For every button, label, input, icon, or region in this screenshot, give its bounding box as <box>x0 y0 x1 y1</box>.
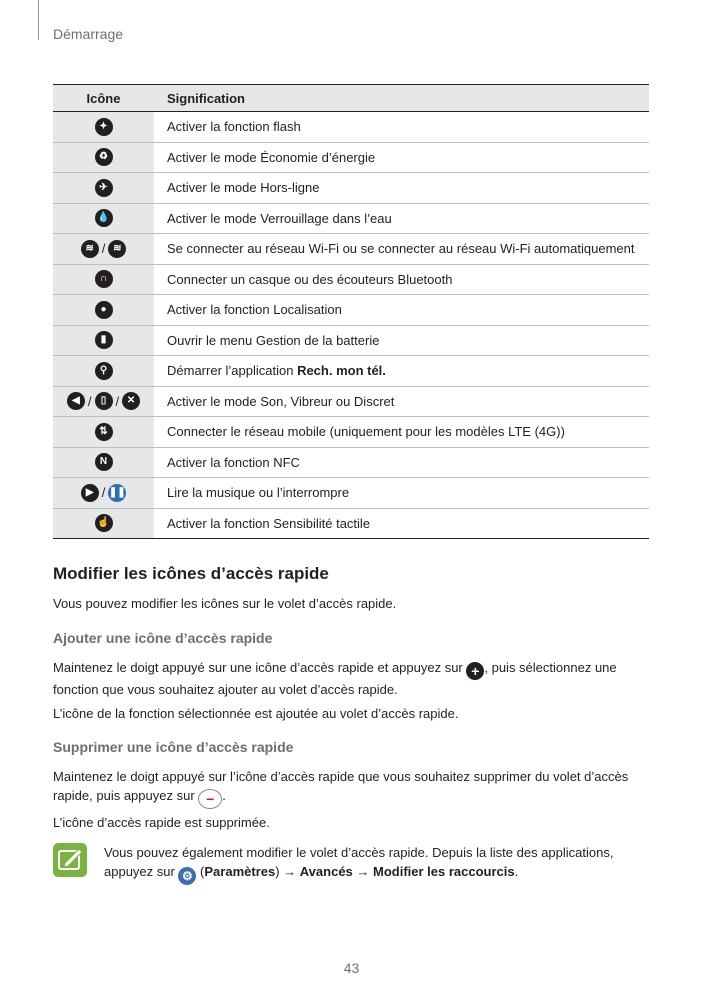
page-header: Démarrage <box>53 26 124 42</box>
touch-sensitivity-icon: ☝ <box>95 514 113 532</box>
add-subtitle: Ajouter une icône d’accès rapide <box>53 630 273 646</box>
table-row <box>53 234 649 265</box>
table-row <box>53 142 649 173</box>
row-text: Connecter un casque ou des écouteurs Bluetooth <box>154 264 649 295</box>
row-text: Activer la fonction Localisation <box>154 295 649 326</box>
row-text: Ouvrir le menu Gestion de la batterie <box>154 325 649 356</box>
pause-icon: ❚❚ <box>108 484 126 502</box>
table-row <box>53 173 649 204</box>
nfc-icon: N <box>95 453 113 471</box>
location-icon: ● <box>95 301 113 319</box>
table-row <box>53 356 649 387</box>
remove-result: L’icône d’accès rapide est supprimée. <box>53 815 270 830</box>
note-text: Vous pouvez également modifier le volet d’accès rapide. Depuis la liste des applications, appuyez sur ⚙ (Paramètres) → Avancés → Modifier les raccourcis. <box>104 845 614 883</box>
battery-icon: ▮ <box>95 331 113 349</box>
add-icon: + <box>466 662 484 680</box>
row-text: Démarrer l’application Rech. mon tél. <box>154 356 649 387</box>
table-row: ▶ / ❚❚ Lire la musique ou l’interrompre <box>53 478 649 509</box>
mute-icon: ✕ <box>122 392 140 410</box>
note-icon <box>53 843 87 877</box>
wifi-auto-icon: ≋ <box>108 240 126 258</box>
row-text: Activer le mode Verrouillage dans l’eau <box>154 203 649 234</box>
row-text: Activer le mode Économie d’énergie <box>154 142 649 173</box>
vibrate-icon: ▯ <box>95 392 113 410</box>
icon-table <box>53 84 649 539</box>
mobile-network-icon: ⇅ <box>95 423 113 441</box>
margin-line <box>38 0 39 40</box>
table-row <box>53 264 649 295</box>
row-text: Lire la musique ou l’interrompre <box>154 478 649 509</box>
table-row <box>53 203 649 234</box>
sound-icon: ◀ <box>67 392 85 410</box>
section-title: Modifier les icônes d’accès rapide <box>53 564 329 583</box>
power-saving-icon: ♻ <box>95 148 113 166</box>
row-text: Activer le mode Son, Vibreur ou Discret <box>154 386 649 417</box>
separator: / <box>101 241 106 257</box>
settings-gear-icon: ⚙ <box>178 867 196 885</box>
row-text: Activer le mode Hors-ligne <box>154 173 649 204</box>
add-result: L’icône de la fonction sélectionnée est ajoutée au volet d’accès rapide. <box>53 706 459 721</box>
row-text: Activer la fonction flash <box>154 112 649 143</box>
table-row <box>53 508 649 539</box>
row-text: Activer la fonction NFC <box>154 447 649 478</box>
find-my-phone-icon: ⚲ <box>95 362 113 380</box>
table-header-row <box>53 85 649 112</box>
column-header-icon: Icône <box>53 85 154 112</box>
table-row: ◀ / ▯ / ✕ Activer le mode Son, Vibreur ou Discret <box>53 386 649 417</box>
table-row <box>53 447 649 478</box>
headset-icon: ∩ <box>95 270 113 288</box>
remove-icon: − <box>198 789 222 809</box>
column-header-meaning: Signification <box>154 85 649 112</box>
flashlight-icon: ✦ <box>95 118 113 136</box>
table-row <box>53 112 649 143</box>
play-icon: ▶ <box>81 484 99 502</box>
remove-subtitle: Supprimer une icône d’accès rapide <box>53 739 294 755</box>
row-text: Activer la fonction Sensibilité tactile <box>154 508 649 539</box>
add-paragraph: Maintenez le doigt appuyé sur une icône d’accès rapide et appuyez sur + , puis sélectionnez une fonction que vous souhaitez ajouter au volet d’accès rapide. <box>53 660 617 697</box>
water-lock-icon: 💧 <box>95 209 113 227</box>
row-text: Se connecter au réseau Wi-Fi ou se connecter au réseau Wi-Fi automatiquement <box>154 234 649 265</box>
wifi-icon: ≋ <box>81 240 99 258</box>
table-row <box>53 325 649 356</box>
remove-paragraph: Maintenez le doigt appuyé sur l’icône d’accès rapide que vous souhaitez supprimer du volet d’accès rapide, puis appuyez sur − . <box>53 769 629 807</box>
table-row <box>53 417 649 448</box>
section-intro: Vous pouvez modifier les icônes sur le volet d’accès rapide. <box>53 596 397 611</box>
airplane-icon: ✈ <box>95 179 113 197</box>
row-text: Connecter le réseau mobile (uniquement pour les modèles LTE (4G)) <box>154 417 649 448</box>
table-row <box>53 295 649 326</box>
page-number: 43 <box>343 960 360 976</box>
